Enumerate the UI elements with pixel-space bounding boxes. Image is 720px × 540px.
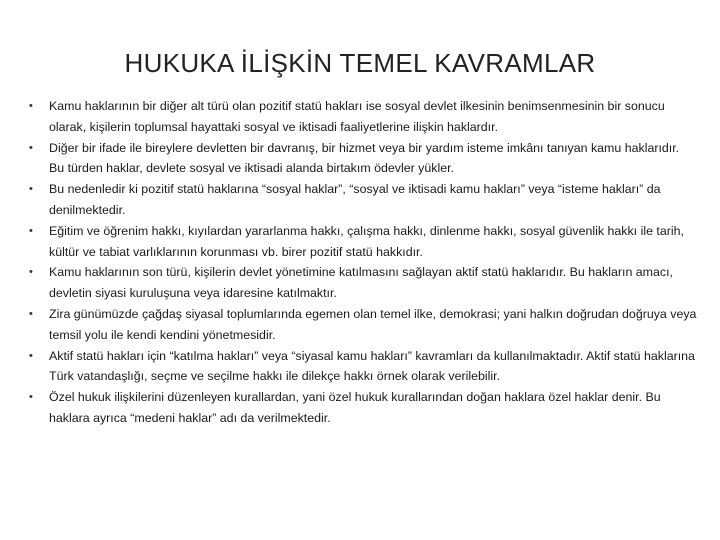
bullet-list <box>27 96 697 429</box>
slide-title: HUKUKA İLİŞKİN TEMEL KAVRAMLAR <box>124 48 596 78</box>
bullet-text: Bu nedenledir ki pozitif statü haklarına “sosyal haklar”, “sosyal ve iktisadi kamu hakları” veya “isteme hakları” da denilmektedir. <box>49 182 661 217</box>
bullet-text: Aktif statü hakları için “katılma hakları” veya “siyasal kamu hakları” kavramları da kullanılmaktadır. Aktif statü haklarına Türk vatandaşlığı, seçme ve seçilme hakkı ile dilekçe hakkı örnek olarak verilebilir. <box>49 348 695 384</box>
bullet-dot-icon: • <box>29 349 33 362</box>
bullet-text: Diğer bir ifade ile bireylere devletten bir davranış, bir hizmet veya bir yardım isteme imkânı tanıyan kamu haklarıdır. Bu türden haklar, devlete sosyal ve iktisadi alanda birtakım ödevler yükler. <box>49 140 680 176</box>
bullet-item <box>27 96 697 138</box>
bullet-item <box>27 304 697 346</box>
bullet-text: Özel hukuk ilişkilerini düzenleyen kurallardan, yani özel hukuk kurallarından doğan haklara özel haklar denir. Bu haklara ayrıca “medeni haklar” adı da verilmektedir. <box>49 390 661 425</box>
bullet-item <box>27 179 697 221</box>
bullet-item <box>27 138 697 180</box>
bullet-dot-icon: • <box>29 307 33 320</box>
bullet-dot-icon: • <box>29 391 33 404</box>
bullet-dot-icon: • <box>29 183 33 196</box>
bullet-dot-icon: • <box>29 224 33 237</box>
bullet-item <box>27 262 697 304</box>
bullet-item <box>27 346 697 388</box>
bullet-dot-icon: • <box>29 266 33 279</box>
bullet-item <box>27 221 697 263</box>
bullet-text: Zira günümüzde çağdaş siyasal toplumlarında egemen olan temel ilke, demokrasi; yani halkın doğrudan doğruya veya temsil yolu ile kendi kendini yönetmesidir. <box>49 306 697 342</box>
bullet-text: Kamu haklarının son türü, kişilerin devlet yönetimine katılmasını sağlayan aktif statü haklarıdır. Bu hakların amacı, devletin siyasi kuruluşuna veya idaresine katılmaktır. <box>49 265 673 301</box>
bullet-item <box>27 387 697 429</box>
bullet-text: Eğitim ve öğrenim hakkı, kıyılardan yararlanma hakkı, çalışma hakkı, dinlenme hakkı, sosyal güvenlik hakkı ile tarih, kültür ve tabiat varlıklarının korunması vb. birer pozitif statü hakkıdır. <box>49 223 684 259</box>
bullet-dot-icon: • <box>29 141 33 154</box>
bullet-dot-icon: • <box>29 100 33 112</box>
bullet-text: Kamu haklarının bir diğer alt türü olan pozitif statü hakları ise sosyal devlet ilkesinin benimsenmesinin bir sonucu olarak, kişilerin toplumsal hayattaki sosyal ve iktisadi faaliyetlerine ilişkin haklardır. <box>49 99 665 134</box>
